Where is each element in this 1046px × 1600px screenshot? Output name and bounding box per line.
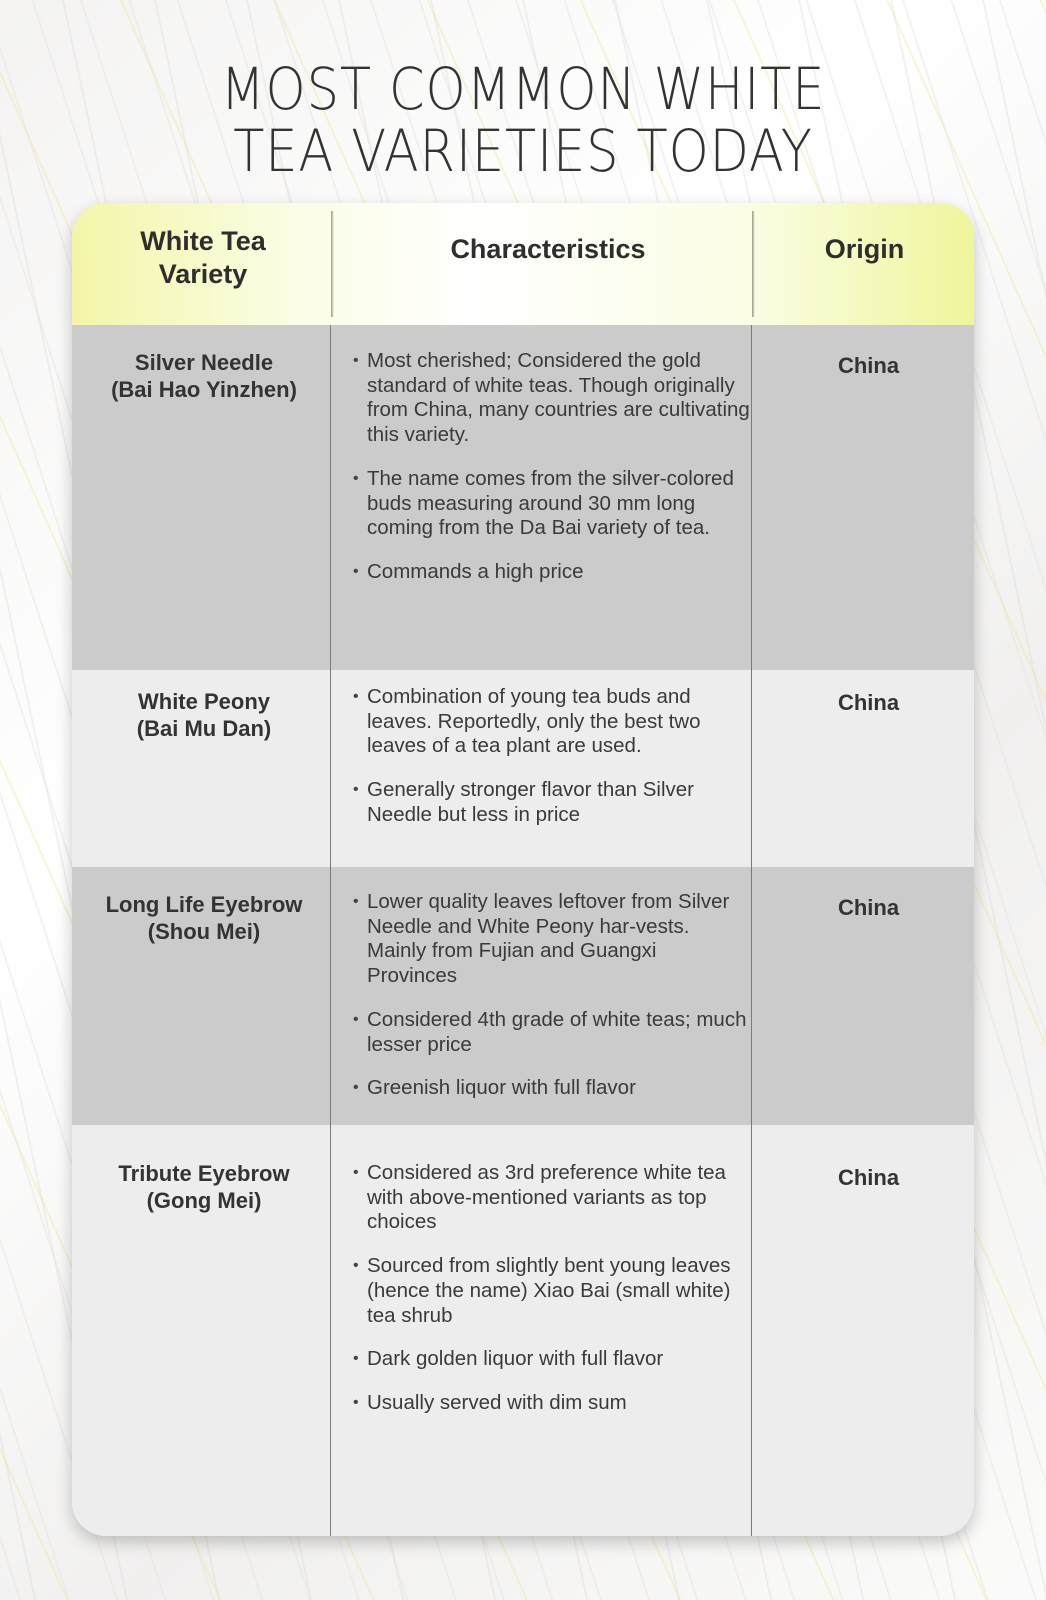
header-origin: Origin xyxy=(824,234,905,264)
characteristics-list xyxy=(337,685,762,828)
table-row xyxy=(72,325,974,670)
tea-varieties-table xyxy=(72,203,974,1536)
variety-name: White Peony xyxy=(137,689,270,714)
characteristic-item: • Combination of young tea buds and leaves. Reportedly, only the best two leaves of a tea plant are used. xyxy=(337,685,762,759)
header-variety-line-2: Variety xyxy=(158,259,248,289)
variety-name: Silver Needle xyxy=(134,350,274,375)
origin-cell: China xyxy=(837,1165,900,1190)
variety-cell xyxy=(72,1125,336,1536)
header-characteristics: Characteristics xyxy=(450,234,646,264)
variety-alt-name: (Bai Hao Yinzhen) xyxy=(111,377,297,402)
header-variety-line-1: White Tea xyxy=(140,226,266,256)
characteristics-cell xyxy=(337,867,762,1148)
column-divider xyxy=(751,325,752,1536)
characteristics-list xyxy=(337,1161,762,1416)
origin-cell: China xyxy=(837,353,900,378)
variety-cell xyxy=(72,867,336,1149)
variety-cell xyxy=(72,325,336,694)
characteristics-cell xyxy=(337,325,762,694)
characteristics-list xyxy=(337,890,762,1101)
column-divider xyxy=(330,325,331,1536)
characteristics-cell xyxy=(337,1125,762,1536)
table-header-row xyxy=(72,203,974,325)
characteristic-item: • Considered 4th grade of white teas; much lesser price xyxy=(337,1008,762,1057)
variety-alt-name: (Bai Mu Dan) xyxy=(136,716,272,741)
table-row xyxy=(72,867,974,1125)
characteristics-list xyxy=(337,349,762,585)
characteristic-item: • Greenish liquor with full flavor xyxy=(337,1076,762,1101)
origin-cell: China xyxy=(837,895,900,920)
header-variety xyxy=(72,203,334,325)
characteristic-item: • The name comes from the silver-colored buds measuring around 30 mm long coming from the Da Bai variety of tea. xyxy=(337,467,762,541)
characteristic-item: • Generally stronger flavor than Silver Needle but less in price xyxy=(337,778,762,827)
variety-name: Tribute Eyebrow xyxy=(118,1161,290,1186)
variety-alt-name: (Shou Mei) xyxy=(147,919,261,944)
variety-cell xyxy=(72,670,336,885)
variety-alt-name: (Gong Mei) xyxy=(146,1188,262,1213)
characteristics-cell xyxy=(337,670,762,882)
characteristic-item: • Usually served with dim sum xyxy=(337,1391,762,1416)
characteristic-item: • Most cherished; Considered the gold standard of white teas. Though originally from China, many countries are cultivating this variety. xyxy=(337,349,762,448)
variety-name: Long Life Eyebrow xyxy=(105,892,303,917)
title-line-2: TEA VARIETIES TODAY xyxy=(233,117,813,185)
characteristic-item: • Sourced from slightly bent young leaves (hence the name) Xiao Bai (small white) tea shrub xyxy=(337,1254,762,1328)
characteristic-item: • Dark golden liquor with full flavor xyxy=(337,1347,762,1372)
characteristic-item: • Lower quality leaves leftover from Silver Needle and White Peony har-vests. Mainly from Fujian and Guangxi Provinces xyxy=(337,890,762,989)
page-title xyxy=(63,55,983,185)
characteristic-item: • Considered as 3rd preference white tea with above-mentioned variants as top choices xyxy=(337,1161,762,1235)
table-row xyxy=(72,1125,974,1536)
characteristic-item: • Commands a high price xyxy=(337,560,762,585)
title-line-1: MOST COMMON WHITE xyxy=(220,55,826,123)
origin-cell: China xyxy=(837,690,900,715)
table-row xyxy=(72,670,974,867)
